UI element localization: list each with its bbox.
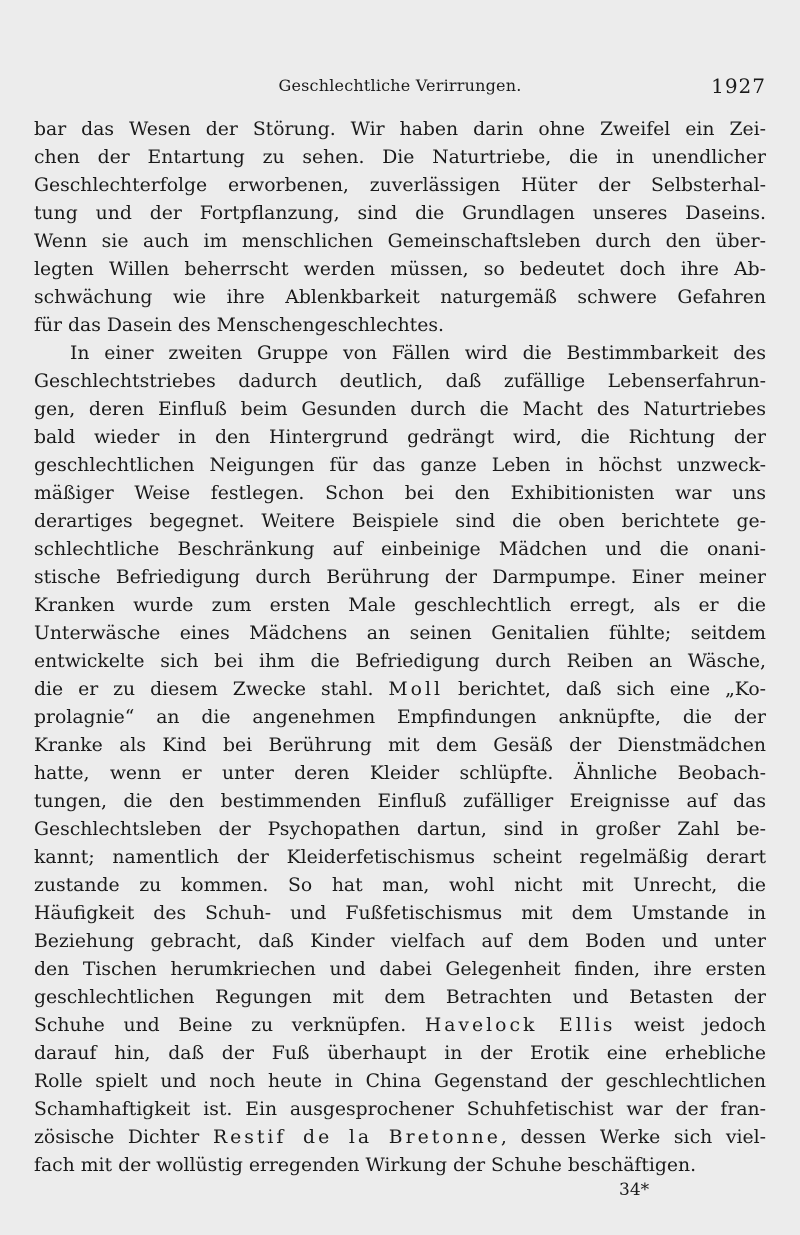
text-line: In einer zweiten Gruppe von Fällen wird die Bestimmbarkeit des — [70, 343, 766, 364]
text-line: hatte, wenn er unter deren Kleider schlüpfte. Ähnliche Beobach- — [34, 763, 766, 784]
text-line: geschlechtlichen Regungen mit dem Betrachten und Betasten der — [34, 987, 766, 1008]
text-line: die er zu diesem Zwecke stahl. Moll berichtet, daß sich eine „Ko- — [34, 679, 766, 700]
text-line: Rolle spielt und noch heute in China Gegenstand der geschlechtlichen — [34, 1071, 766, 1092]
text-line: den Tischen herumkriechen und dabei Gelegenheit finden, ihre ersten — [34, 959, 766, 980]
author-name-restif: Restif de la Bretonne — [212, 1127, 501, 1148]
text-line: Schuhe und Beine zu verknüpfen. Havelock Ellis weist jedoch — [34, 1015, 766, 1036]
text-line: Häufigkeit des Schuh- und Fußfetischismus mit dem Umstande in — [34, 903, 766, 924]
text-line: Beziehung gebracht, daß Kinder vielfach auf dem Boden und unter — [34, 931, 766, 952]
author-name-havelock-ellis: Havelock Ellis — [424, 1015, 616, 1036]
text-line: prolagnie“ an die angenehmen Empfindungen anknüpfte, die der — [34, 707, 766, 728]
text-line: tung und der Fortpflanzung, sind die Grundlagen unseres Daseins. — [34, 203, 766, 224]
text-line: chen der Entartung zu sehen. Die Naturtriebe, die in unendlicher — [34, 147, 766, 168]
text-line: Wenn sie auch im menschlichen Gemeinschaftsleben durch den über- — [34, 231, 766, 252]
printer-signature: 34* — [619, 1180, 650, 1200]
text-line: bald wieder in den Hintergrund gedrängt wird, die Richtung der — [34, 427, 766, 448]
text-line: schwächung wie ihre Ablenkbarkeit naturgemäß schwere Gefahren — [34, 287, 766, 308]
text-line: für das Dasein des Menschengeschlechtes. — [34, 315, 444, 336]
text-line: gen, deren Einfluß beim Gesunden durch die Macht des Naturtriebes — [34, 399, 766, 420]
author-name-moll: Moll — [388, 679, 443, 700]
running-title: Geschlechtliche Verirrungen. — [278, 76, 522, 95]
text-line: Schamhaftigkeit ist. Ein ausgesprochener Schuhfetischist war der fran- — [34, 1099, 766, 1120]
text-line: kannt; namentlich der Kleiderfetischismus scheint regelmäßig derart — [34, 847, 766, 868]
text-line: derartiges begegnet. Weitere Beispiele sind die oben berichtete ge- — [34, 511, 766, 532]
text-line: darauf hin, daß der Fuß überhaupt in der Erotik eine erhebliche — [34, 1043, 766, 1064]
text-line: legten Willen beherrscht werden müssen, so bedeutet doch ihre Ab- — [34, 259, 766, 280]
text-line: Geschlechtsleben der Psychopathen dartun, sind in großer Zahl be- — [34, 819, 766, 840]
text-line: Unterwäsche eines Mädchens an seinen Genitalien fühlte; seitdem — [34, 623, 766, 644]
text-line: fach mit der wollüstig erregenden Wirkung der Schuhe beschäftigen. — [34, 1155, 697, 1176]
text-line: stische Befriedigung durch Berührung der Darmpumpe. Einer meiner — [34, 567, 766, 588]
text-line: mäßiger Weise festlegen. Schon bei den Exhibitionisten war uns — [34, 483, 766, 504]
text-line: Kranke als Kind bei Berührung mit dem Gesäß der Dienstmädchen — [34, 735, 766, 756]
body-text — [34, 116, 766, 1180]
text-line: zustande zu kommen. So hat man, wohl nicht mit Unrecht, die — [34, 875, 766, 896]
text-line: bar das Wesen der Störung. Wir haben darin ohne Zweifel ein Zei- — [34, 119, 766, 140]
text-line: schlechtliche Beschränkung auf einbeinige Mädchen und die onani- — [34, 539, 766, 560]
text-line: entwickelte sich bei ihm die Befriedigung durch Reiben an Wäsche, — [34, 651, 766, 672]
text-line: geschlechtlichen Neigungen für das ganze Leben in höchst unzweck- — [34, 455, 766, 476]
text-line: Kranken wurde zum ersten Male geschlechtlich erregt, als er die — [34, 595, 766, 616]
text-line: tungen, die den bestimmenden Einfluß zufälliger Ereignisse auf das — [34, 791, 766, 812]
text-line: Geschlechterfolge erworbenen, zuverlässigen Hüter der Selbsterhal- — [34, 175, 766, 196]
text-line: Geschlechtstriebes dadurch deutlich, daß zufällige Lebenserfahrun- — [34, 371, 766, 392]
text-line: zösische Dichter Restif de la Bretonne, dessen Werke sich viel- — [34, 1127, 766, 1148]
page-number: 1927 — [711, 74, 766, 98]
